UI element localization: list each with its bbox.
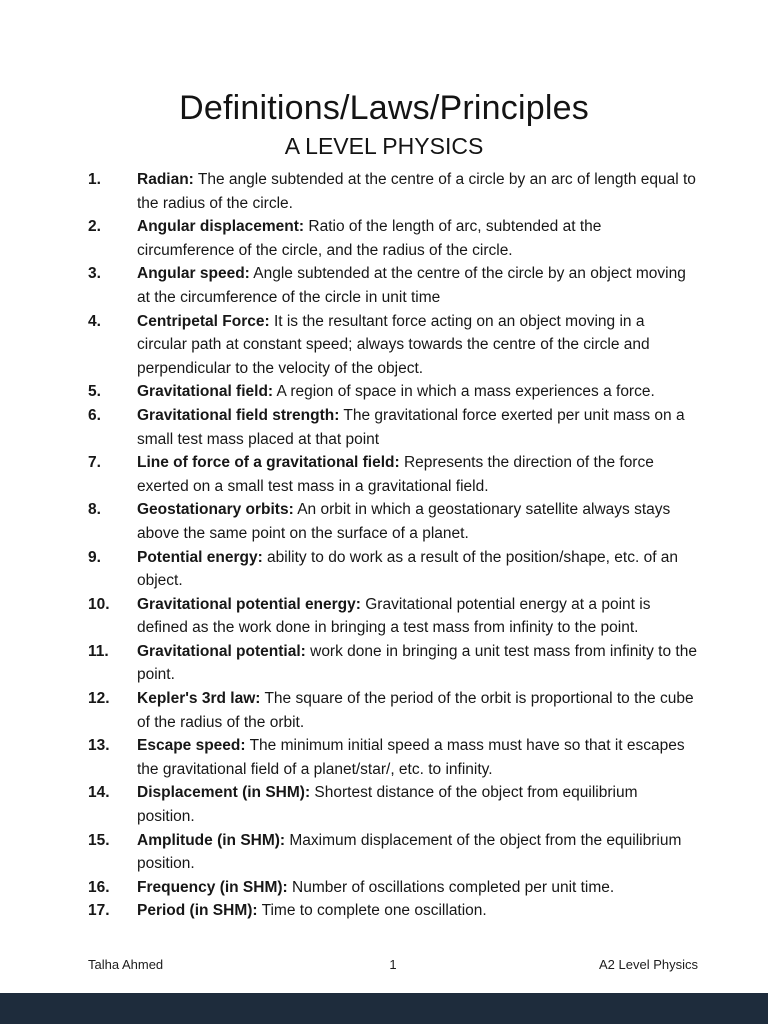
page-title: Definitions/Laws/Principles	[179, 89, 589, 127]
definition-item	[88, 168, 698, 215]
definition-number: 1.	[88, 171, 101, 188]
definition-term: Frequency (in SHM):	[137, 878, 288, 896]
definition-text: Number of oscillations completed per unit time.	[287, 878, 615, 896]
definition-term: Period (in SHM):	[137, 902, 258, 920]
definition-list	[88, 168, 698, 923]
definition-term: Escape speed:	[137, 737, 246, 755]
definition-term: Displacement (in SHM):	[137, 784, 311, 802]
definition-term: Angular speed:	[137, 265, 250, 283]
definition-text: The gravitational force exerted per unit mass on a small test mass placed at that point	[137, 406, 685, 448]
definition-item	[88, 734, 698, 781]
definition-term: Gravitational potential energy:	[137, 595, 361, 613]
definition-number: 13.	[88, 737, 110, 755]
definition-term: Gravitational field:	[137, 383, 274, 401]
definition-number: 15.	[88, 831, 110, 849]
definition-body	[137, 451, 698, 498]
definition-item	[88, 640, 698, 687]
definition-text: Shortest distance of the object from equilibrium position.	[137, 784, 638, 826]
definition-body	[137, 640, 698, 687]
definition-text: The square of the period of the orbit is proportional to the cube of the radius of the orbit.	[137, 690, 694, 731]
definition-body	[137, 734, 698, 781]
definition-item	[88, 262, 698, 309]
page-footer	[88, 957, 698, 972]
definition-text: It is the resultant force acting on an object moving in a circular path at constant speed; always towards the centre of the circle and perpendicular to the velocity of the object.	[137, 312, 650, 377]
definition-term: Gravitational potential:	[137, 642, 306, 660]
definition-text: Time to complete one oscillation.	[257, 902, 487, 920]
definition-body	[137, 380, 698, 404]
definition-item	[88, 876, 698, 900]
definition-term: Gravitational field strength:	[137, 406, 340, 424]
definition-term: Potential energy:	[137, 548, 263, 566]
definition-text: Gravitational potential energy at a point is defined as the work done in bringing a test mass from infinity to the point.	[137, 595, 651, 637]
definition-body	[137, 310, 698, 381]
definition-number: 10.	[88, 595, 110, 613]
definition-number: 2.	[88, 218, 101, 236]
definition-item	[88, 781, 698, 828]
definition-body	[137, 215, 698, 262]
definition-term: Centripetal Force:	[137, 312, 270, 330]
definition-body	[137, 687, 698, 734]
definition-number: 8.	[88, 501, 101, 519]
footer-author: Talha Ahmed	[88, 957, 164, 972]
definition-item	[88, 310, 698, 381]
definition-body	[137, 593, 698, 640]
definition-text: Maximum displacement of the object from the equilibrium position.	[137, 831, 682, 873]
definition-text: Represents the direction of the force exerted on a small test mass in a gravitational field.	[137, 454, 654, 495]
definition-text: A region of space in which a mass experiences a force.	[273, 383, 655, 401]
definition-body	[137, 829, 698, 876]
definition-item	[88, 546, 698, 593]
footer-page-number: 1	[389, 957, 397, 972]
page-subtitle: A LEVEL PHYSICS	[284, 133, 484, 159]
definition-text: Ratio of the length of arc, subtended at the circumference of the circle, and the radius of the circle.	[137, 218, 602, 259]
definition-item	[88, 451, 698, 498]
definition-item	[88, 215, 698, 262]
footer-course-label: A2 Level Physics	[599, 957, 698, 972]
definition-number: 12.	[88, 690, 110, 708]
definition-body	[137, 168, 698, 215]
definition-item	[88, 404, 698, 451]
definition-number: 4.	[88, 312, 101, 330]
bottom-toolbar	[0, 993, 768, 1024]
definition-number: 6.	[88, 406, 101, 424]
definition-item	[88, 380, 698, 404]
definition-body	[137, 262, 698, 309]
definition-body	[137, 876, 698, 900]
definition-item	[88, 899, 698, 923]
definition-text: ability to do work as a result of the position/shape, etc. of an object.	[137, 548, 679, 590]
definition-number: 3.	[88, 265, 101, 283]
definition-term: Radian:	[137, 171, 194, 188]
definition-number: 17.	[88, 902, 110, 920]
definition-item	[88, 593, 698, 640]
definition-number: 16.	[88, 878, 110, 896]
definition-term: Line of force of a gravitational field:	[137, 454, 400, 472]
definition-text: An orbit in which a geostationary satellite always stays above the same point on the surface of a planet.	[137, 501, 671, 542]
definition-item	[88, 687, 698, 734]
definition-number: 7.	[88, 454, 101, 472]
definition-item	[88, 829, 698, 876]
definition-term: Angular displacement:	[137, 218, 305, 236]
definition-number: 14.	[88, 784, 110, 802]
document-header	[0, 0, 768, 162]
definition-text: The minimum initial speed a mass must have so that it escapes the gravitational field of a planet/star/, etc. to infinity.	[137, 737, 685, 778]
definition-number: 9.	[88, 548, 101, 566]
definition-body	[137, 781, 698, 828]
definition-body	[137, 498, 698, 545]
definition-term: Kepler's 3rd law:	[137, 690, 261, 708]
definition-number: 11.	[88, 642, 109, 660]
definition-item	[88, 498, 698, 545]
definition-number: 5.	[88, 383, 101, 401]
definition-text: Angle subtended at the centre of the circle by an object moving at the circumference of the circle in unit time	[137, 265, 686, 306]
definition-term: Amplitude (in SHM):	[137, 831, 286, 849]
definition-text: work done in bringing a unit test mass from infinity to the point.	[137, 642, 697, 684]
definition-body	[137, 899, 698, 923]
definition-term: Geostationary orbits:	[137, 501, 294, 519]
definition-body	[137, 546, 698, 593]
definition-body	[137, 404, 698, 451]
definition-text: The angle subtended at the centre of a circle by an arc of length equal to the radius of the circle.	[137, 171, 696, 212]
